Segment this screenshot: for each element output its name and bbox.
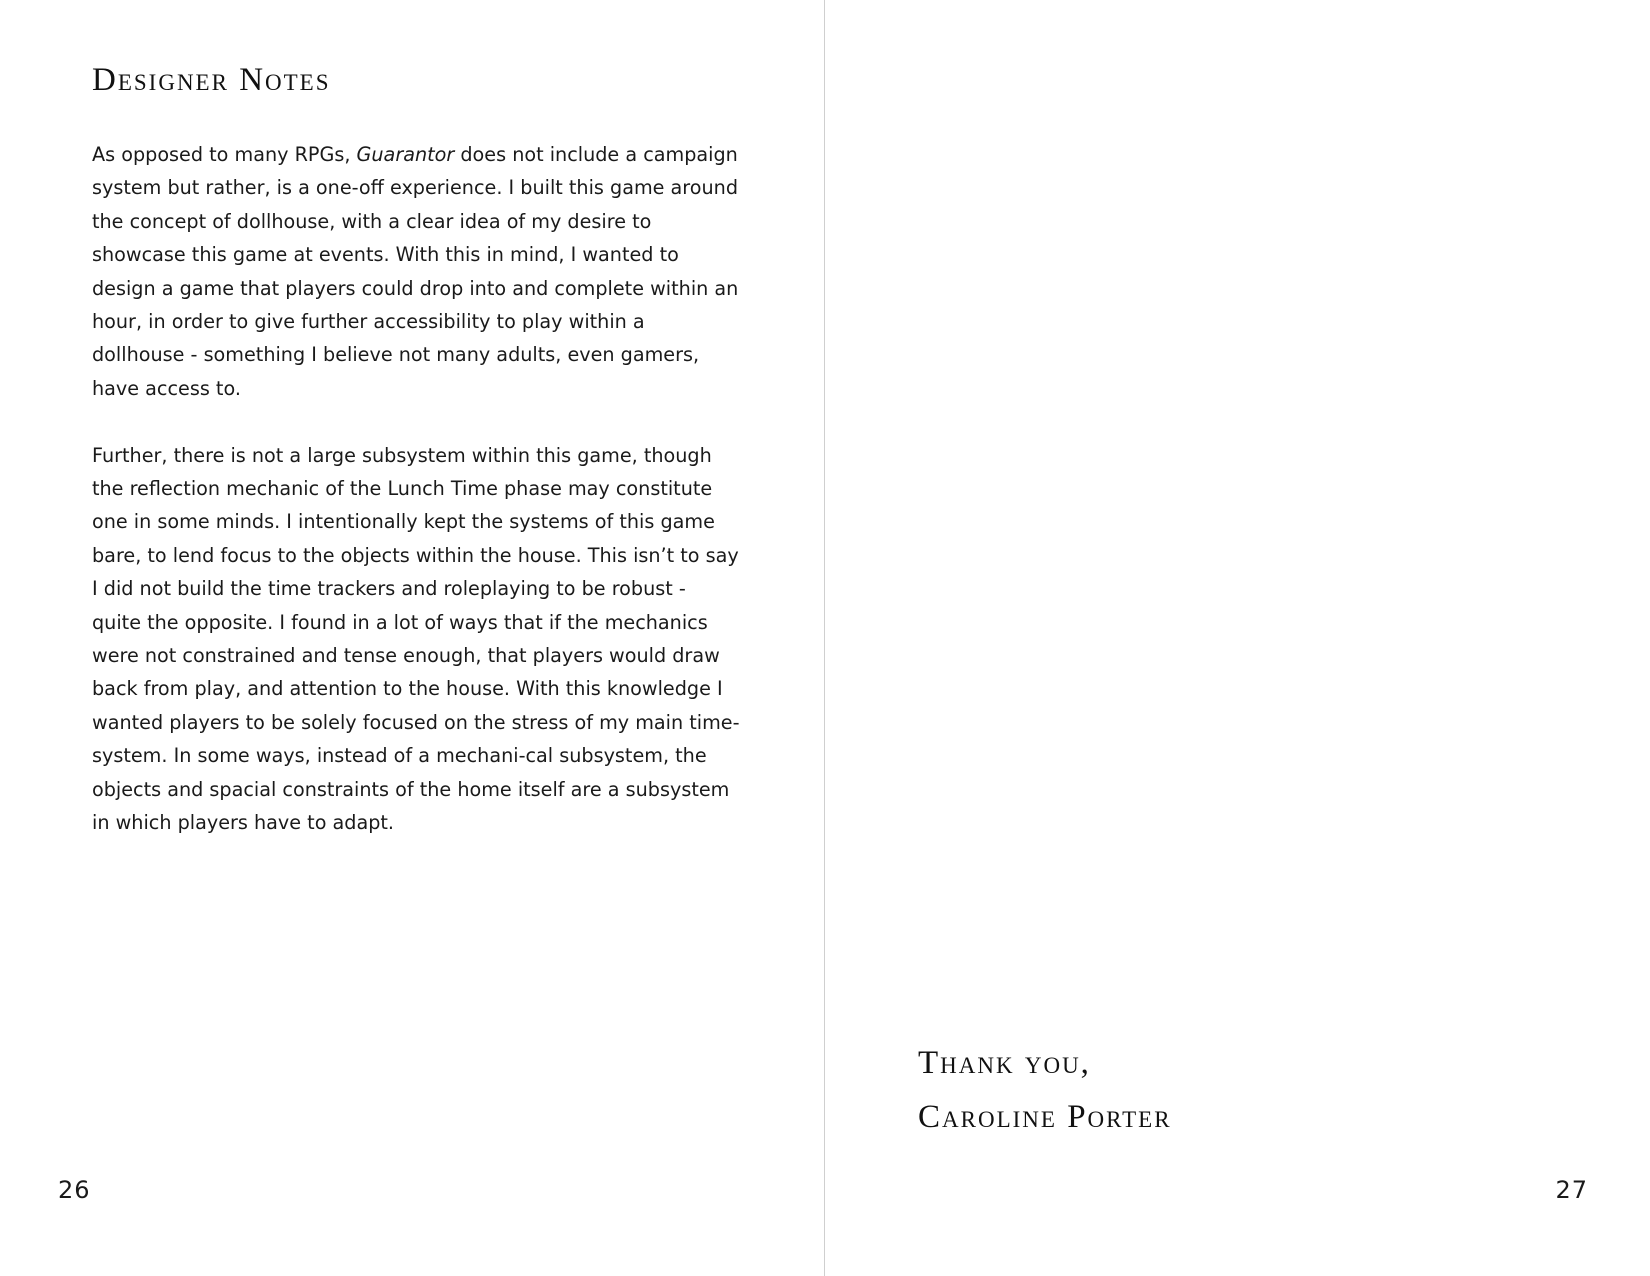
page-number-right: 27 xyxy=(1555,1176,1588,1204)
paragraph-1 xyxy=(92,138,740,405)
signoff-thanks: Thank you, xyxy=(918,1045,1091,1081)
paragraph-1-intro: As opposed to many RPGs, xyxy=(92,143,357,166)
page-title: Designer Notes xyxy=(92,62,331,98)
left-page xyxy=(0,0,824,1276)
designer-notes-body xyxy=(92,138,740,873)
paragraph-2: Further, there is not a large subsystem within this game, though the reflection mechanic of the Lunch Time phase may constitute one in some minds. I intentionally kept the systems of this game bare, to lend focus to the objects within the house. This isn’t to say I did not build the time trackers and roleplaying to be robust - quite the opposite. I found in a lot of ways that if the mechanics were not constrained and tense enough, that players would draw back from play, and attention to the house. With this knowledge I wanted players to be solely focused on the stress of my main time-system. In some ways, instead of a mechani-cal subsystem, the objects and spacial constraints of the home itself are a subsystem in which players have to adapt. xyxy=(92,443,740,835)
page-number-left: 26 xyxy=(58,1176,91,1204)
paragraph-1-rest: does not include a campaign system but rather, is a one-off experience. I built this game around the concept of dollhouse, with a clear idea of my desire to showcase this game at events. With this in mind, I wanted to design a game that players could drop into and complete within an hour, in order to give further accessibility to play within a dollhouse - something I believe not many adults, even gamers, have access to. xyxy=(92,143,739,400)
right-page xyxy=(826,0,1650,1276)
page-gutter-divider xyxy=(824,0,825,1276)
game-title: Guarantor xyxy=(356,143,455,166)
signoff-author: Caroline Porter xyxy=(918,1099,1172,1135)
signoff xyxy=(918,1036,1172,1144)
